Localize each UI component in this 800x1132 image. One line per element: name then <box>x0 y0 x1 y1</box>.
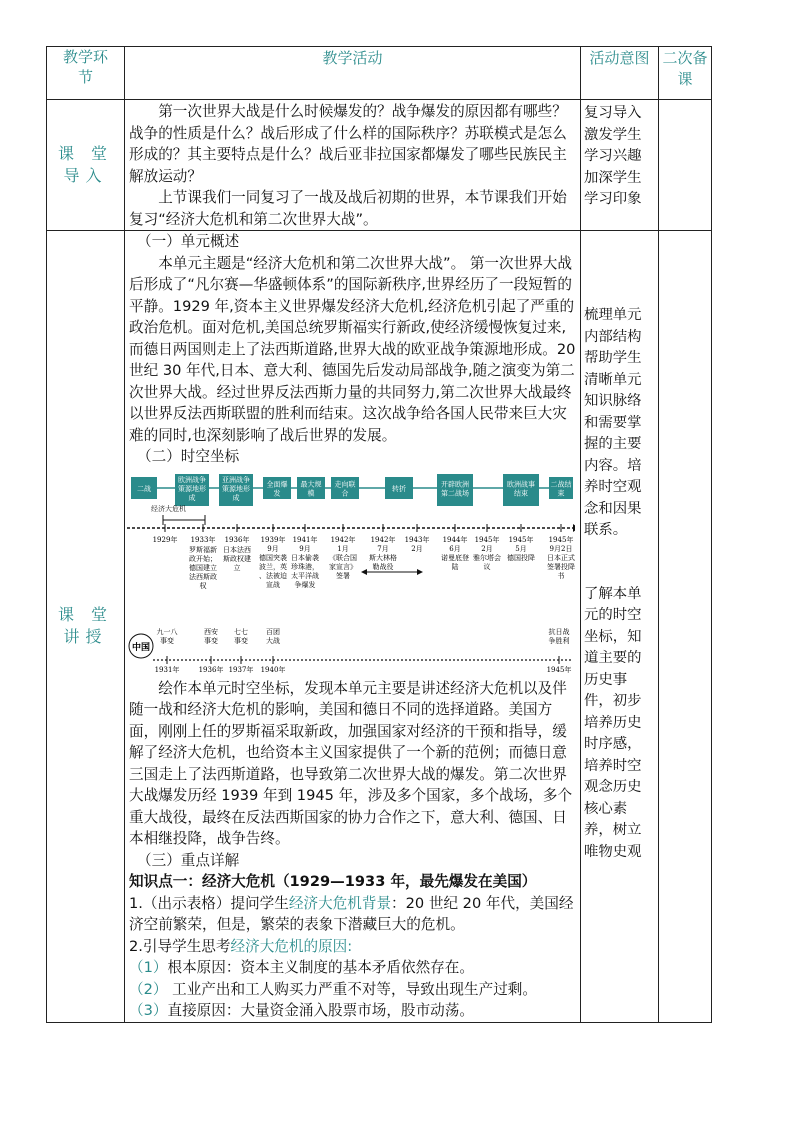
china-event: 事变 <box>160 636 174 645</box>
k1-line-2 <box>129 936 576 958</box>
timeline-box-label: 策源地形 <box>178 484 206 493</box>
world-event: 太平洋战 <box>291 571 319 580</box>
world-event: 日本正式 <box>547 553 575 562</box>
intro-paragraph-2: 上节课我们一同复习了一战及战后初期的世界，本节课我们开始复习“经济大危机和第二次世界大战”。 <box>129 189 567 228</box>
world-event: 宣战 <box>266 580 280 589</box>
header-intent: 活动意图 <box>581 47 659 100</box>
timeline-box <box>175 474 209 506</box>
timeline-figure <box>127 474 575 674</box>
intro-row <box>47 100 712 231</box>
china-event: 大战 <box>266 636 280 645</box>
k1-cause-2-text: 工业产出和工人购买力严重不对等，导致出现生产过剩。 <box>167 980 537 998</box>
world-event: 日本偷袭 <box>291 553 319 562</box>
k1-line-1 <box>129 893 576 936</box>
timeline-box-label: 发 <box>273 489 281 497</box>
timeline-box-label: 束 <box>557 489 565 497</box>
world-event: 日本法西 <box>223 545 251 554</box>
world-year: 2月 <box>411 544 423 553</box>
timeline-box <box>437 474 473 506</box>
k1-line-2-c: : <box>347 937 353 955</box>
k1-line-1-c: ：20 世纪 20 年代，美国经济空前繁荣，但是，繁荣的表象下潜藏巨大的危机。 <box>129 894 574 933</box>
timeline-box <box>131 477 157 499</box>
timeline-box <box>219 474 253 506</box>
timeline-box <box>549 477 573 499</box>
world-event: 议 <box>483 562 491 571</box>
china-event: 抗日战 <box>548 627 570 636</box>
world-year: 9月 <box>299 544 311 553</box>
lecture-row <box>47 231 712 1023</box>
world-event: 德国突袭 <box>259 553 287 562</box>
knowledge-point-1-title: 知识点一：经济大危机（1929—1933 年，最先爆发在美国） <box>129 873 537 890</box>
china-label: 中国 <box>131 642 151 653</box>
k1-cause-1-num: （1） <box>129 959 168 976</box>
world-event: 珍珠港， <box>291 562 319 571</box>
timeline-box <box>263 477 291 499</box>
timeline-box-label: 欧洲战争 <box>178 475 206 484</box>
world-year: 1945年 <box>508 535 534 544</box>
timeline-box-label: 合 <box>341 489 349 497</box>
section-1-paragraph: 本单元主题是“经济大危机和第二次世界大战”。 第一次世界大战后形成了“凡尔赛—华盛顿体系”的国际新秩序,世界经历了一段短暂的平静。1929 年,资本主义世界爆发经济大危机,经济危机引起了严重的政治危机。面对危机,美国总统罗斯福实行新政,使经济缓慢恢复过来,而德日两国则走上了法西斯道路,世界大战的欧亚战争策源地形成。20 世纪 30 年代,日本、意大利、德国先后发动局部战争,随之演变为第二次世界大战。经过世界反法西斯力量的共同努力,第二次世界大战最终以世界反法西斯联盟的胜利而结束。这次战争给各国人民带来巨大灾难的同时,也深刻影响了战后世界的发展。 <box>129 254 576 444</box>
header-notes: 二次备课 <box>659 47 712 100</box>
timeline-box-label: 最大规 <box>300 480 322 488</box>
world-event: 勒战役 <box>372 562 394 571</box>
k1-cause-3 <box>129 1000 576 1022</box>
lecture-intent-1: 梳理单元内部结构帮助学生清晰单元知识脉络和需要掌握的主要内容。培养时空观念和因果联系。 <box>584 307 642 538</box>
world-event: 诺曼底登 <box>441 553 469 562</box>
intro-activity <box>125 100 581 231</box>
lesson-page <box>46 46 712 1023</box>
timeline-box-label: 二战 <box>137 484 151 493</box>
world-event: 德国建立 <box>189 563 217 572</box>
world-year: 7月 <box>377 544 389 553</box>
timeline-box-label: 成 <box>232 493 240 502</box>
world-year: 1945年 <box>548 535 574 544</box>
timeline-box-label: 走向联 <box>334 480 356 488</box>
world-event: 政开始； <box>189 554 217 563</box>
k1-cause-3-num: （3） <box>129 1002 168 1019</box>
world-year: 6月 <box>449 544 461 553</box>
lecture-stage: 课 堂 讲授 <box>47 231 125 1023</box>
intro-paragraph-1: 第一次世界大战是什么时候爆发的？战争爆发的原因都有哪些？战争的性质是什么？战后形成了什么样的国际秩序？苏联模式是怎么形成的？其主要特点是什么？战后亚非拉国家都爆发了哪些民族民主解放运动？ <box>129 103 567 185</box>
world-year: 1944年 <box>442 535 468 544</box>
world-year: 1936年 <box>224 535 250 544</box>
timeline-box-label: 全面爆 <box>266 480 288 488</box>
intro-stage: 课 堂 导入 <box>47 100 125 231</box>
timeline-box <box>385 477 413 499</box>
header-stage: 教学环节 <box>47 47 125 100</box>
k1-line-2-a: 2.引导学生思考 <box>129 937 231 955</box>
world-event: 雅尔塔会 <box>473 553 501 562</box>
timeline-box-label: 第二战场 <box>441 489 469 497</box>
timeline-box-label: 转折 <box>392 484 406 493</box>
timeline-box-label: 策源地形 <box>222 484 250 493</box>
world-event: 斯大林格 <box>369 553 397 562</box>
world-event: 立 <box>233 563 241 572</box>
timeline-box <box>297 477 325 499</box>
china-year: 1940年 <box>260 665 286 674</box>
world-year: 1933年 <box>190 535 216 544</box>
lecture-activity <box>125 231 581 1023</box>
world-year: 5月 <box>515 544 527 553</box>
k1-line-1-b: 经济大危机背景 <box>288 894 392 912</box>
section-1-heading: （一）单元概述 <box>137 233 240 250</box>
china-event: 百团 <box>266 627 280 636</box>
timeline-box-label: 欧洲战事 <box>507 480 535 488</box>
lecture-notes <box>659 231 712 1023</box>
section-2-paragraph: 绘作本单元时空坐标，发现本单元主要是讲述经济大危机以及伴随一战和经济大危机的影响，美国和德日不同的选择道路。美国方面，刚刚上任的罗斯福采取新政，加强国家对经济的干预和指导，缓解了经济大危机，也给资本主义国家提供了一个新的范例；而德日意三国走上了法西斯道路，也导致第二次世界大战的爆发。第二次世界大战爆发历经 1939 年到 1945 年，涉及多个国家，多个战场，多个重大战役，最终在反法西斯国家的协力合作之下，意大利、德国、日本相继投降，战争告终。 <box>129 679 573 847</box>
timeline-box-label: 模 <box>307 489 315 497</box>
k1-line-2-b: 经济大危机的原因 <box>230 937 348 955</box>
timeline-box-label: 二战结 <box>550 480 572 488</box>
world-event: 罗斯福新 <box>189 545 217 554</box>
world-event: 签署投降 <box>547 562 575 571</box>
timeline-box <box>503 474 539 506</box>
timeline-box-label: 结束 <box>514 489 528 497</box>
world-event: 德国投降 <box>507 553 535 562</box>
china-marker <box>129 634 153 658</box>
world-event: 斯政权建 <box>223 554 251 563</box>
china-event: 七七 <box>234 627 248 636</box>
k1-cause-1-text: 根本原因：资本主义制度的基本矛盾依然存在。 <box>167 959 474 976</box>
world-event: 波兰，英 <box>259 562 287 571</box>
world-event: 签署 <box>336 571 350 580</box>
world-year: 1942年 <box>370 535 396 544</box>
world-event: 《联合国 <box>329 553 357 562</box>
section-2-heading: （二）时空坐标 <box>137 448 240 465</box>
timeline-box-label: 成 <box>188 493 196 502</box>
lecture-intent-2: 了解本单元的时空坐标，知道主要的历史事件，初步培养历史时序感，培养时空观念历史核心素养，树立唯物史观 <box>584 585 642 860</box>
k1-cause-2-num: （2） <box>129 980 168 998</box>
world-event: 书 <box>557 571 565 580</box>
china-event: 西安 <box>204 627 218 636</box>
china-event: 争胜利 <box>548 636 570 645</box>
k1-cause-2 <box>129 979 576 1001</box>
china-event: 事变 <box>204 636 218 645</box>
world-event: 家宣言》 <box>329 562 357 571</box>
k1-line-1-a: 1.（出示表格）提问学生 <box>129 894 289 912</box>
timeline-box-label: 亚洲战争 <box>222 475 250 484</box>
world-year: 9月 <box>267 544 279 553</box>
header-row <box>47 47 712 100</box>
world-event: 法西斯政 <box>189 572 217 581</box>
world-year: 1941年 <box>292 535 318 544</box>
world-year: 1943年 <box>404 535 430 544</box>
world-event: 陆 <box>451 562 459 571</box>
crisis-label: 经济大危机 <box>151 504 186 513</box>
world-event: 、法被迫 <box>259 571 287 580</box>
header-activity: 教学活动 <box>125 47 581 100</box>
china-year: 1931年 <box>154 665 180 674</box>
lesson-plan-table <box>46 46 712 1023</box>
section-3-heading: （三）重点详解 <box>137 851 240 869</box>
intro-notes <box>659 100 712 231</box>
china-event: 事变 <box>234 636 248 645</box>
lecture-intent <box>581 231 659 1023</box>
world-year: 1939年 <box>260 535 286 544</box>
intro-intent: 复习导入激发学生学习兴趣加深学生学习印象 <box>581 100 659 231</box>
world-year: 1945年 <box>474 535 500 544</box>
k1-cause-3-text: 直接原因：大量资金涌入股票市场，股市动荡。 <box>167 1002 474 1019</box>
world-year: 1942年 <box>330 535 356 544</box>
world-year: 1月 <box>337 544 349 553</box>
china-year: 1937年 <box>228 665 254 674</box>
world-year: 2月 <box>481 544 493 553</box>
china-year: 1945年 <box>546 665 572 674</box>
china-event: 九一八 <box>156 627 178 636</box>
world-event: 权 <box>199 581 207 590</box>
timeline-box <box>331 477 359 499</box>
china-year: 1936年 <box>198 665 224 674</box>
world-year: 1929年 <box>152 535 178 544</box>
timeline-box-label: 开辟欧洲 <box>441 480 469 488</box>
k1-cause-1 <box>129 957 576 979</box>
world-year: 9月2日 <box>549 544 573 553</box>
world-event: 争爆发 <box>294 580 316 589</box>
